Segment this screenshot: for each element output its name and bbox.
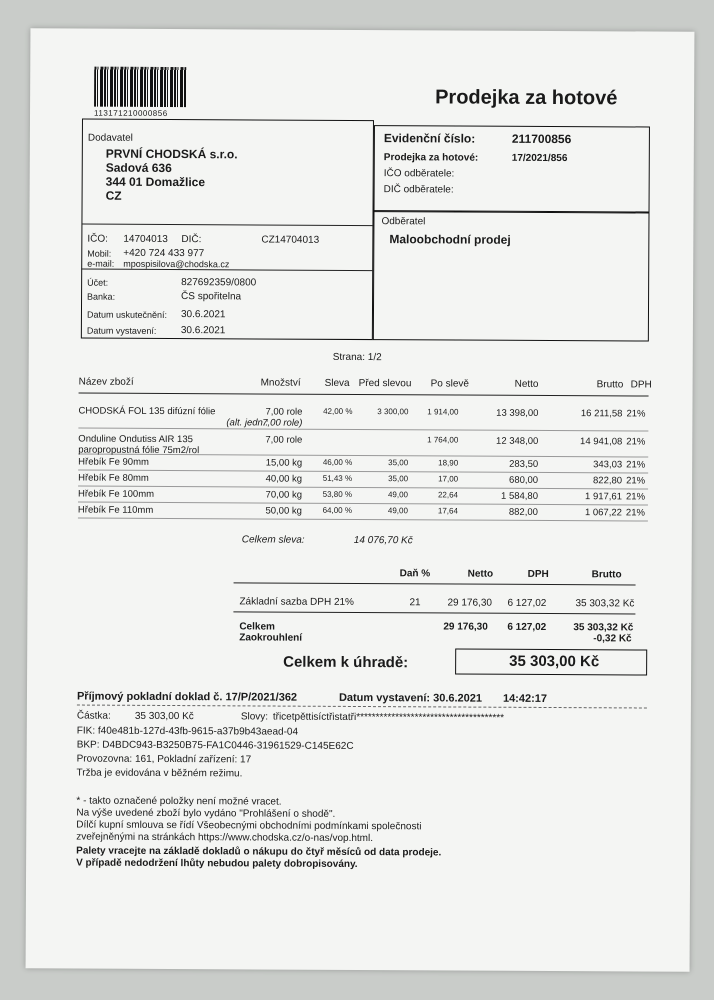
dic-value: CZ14704013 <box>261 234 320 246</box>
banka-label: Banka: <box>87 291 116 302</box>
castka-label: Částka: <box>76 710 111 722</box>
item-pred: 35,00 <box>388 458 409 468</box>
ico-value: 14704013 <box>123 233 168 245</box>
item-netto: 1 584,80 <box>501 490 539 502</box>
page-indicator: Strana: 1/2 <box>332 351 382 364</box>
slovy-value: třicetpěttisíctřistatři************************************** <box>272 711 505 724</box>
prodejka-label: Prodejka za hotové: <box>383 152 479 164</box>
celkem-brutto: 35 303,32 Kč <box>573 622 634 634</box>
supplier-name: PRVNÍ CHODSKÁ s.r.o. <box>105 146 238 162</box>
rezim: Tržba je evidována v běžném režimu. <box>76 767 243 780</box>
item-dph: 21% <box>626 436 646 448</box>
note-1: * - takto označené položky není možné vracet. <box>76 795 282 808</box>
fik: FIK: f40e481b-127d-43fb-9615-a37b9b43aead-04 <box>76 725 299 738</box>
note-6: V případě nedodržení lhůty nebudou palety dobropisovány. <box>76 857 358 870</box>
supplier-label: Dodavatel <box>87 132 133 144</box>
col-nazev: Název zboží <box>78 376 134 388</box>
item-dph: 21% <box>626 459 646 471</box>
email-label: e-mail: <box>87 258 115 269</box>
sum-head-netto: Netto <box>467 568 494 580</box>
castka-value: 35 303,00 Kč <box>134 710 194 723</box>
item-sleva: 42,00 % <box>323 406 353 416</box>
zaokr-label: Zaokrouhlení <box>239 632 303 644</box>
item-po: 18,90 <box>438 458 459 468</box>
item-pred: 3 300,00 <box>377 407 409 417</box>
item-brutto: 14 941,08 <box>580 436 623 448</box>
col-mnozstvi: Množství <box>260 377 301 389</box>
item-dph: 21% <box>625 507 645 519</box>
item-brutto: 1 917,61 <box>585 491 623 503</box>
odberatel-label: Odběratel <box>381 216 426 228</box>
evid-label: Evidenční číslo: <box>383 131 476 146</box>
mobil-value: +420 724 433 977 <box>123 247 205 260</box>
k-uhrade-value: 35 303,00 Kč <box>509 652 600 671</box>
item-netto: 283,50 <box>509 458 539 470</box>
item-sleva: 51,43 % <box>322 473 353 483</box>
item-name: Onduline Ondutiss AIR 135 <box>78 433 193 446</box>
datum-vyst-value: 30.6.2021 <box>180 325 226 337</box>
ico-odb-label: IČO odběratele: <box>383 168 455 180</box>
item-pred: 49,00 <box>387 506 408 516</box>
datum-usk-value: 30.6.2021 <box>180 309 226 321</box>
odberatel-value: Maloobchodní prodej <box>389 232 511 247</box>
ucet-value: 827692359/0800 <box>181 277 257 289</box>
item-qty: 15,00 kg <box>265 457 303 469</box>
sum-head-brutto: Brutto <box>591 569 622 581</box>
prodejka-value: 17/2021/856 <box>511 152 568 165</box>
item-name: (alt. jedn.: <box>226 417 269 429</box>
receipt-paper <box>26 28 695 971</box>
supplier-city: 344 01 Domažlice <box>105 174 206 190</box>
note-3: Dílčí kupní smlouva se řídí Všeobecnými obchodními podmínkami společnosti <box>76 819 422 833</box>
col-sleva: Sleva <box>324 377 350 389</box>
item-name: Hřebík Fe 100mm <box>77 488 155 500</box>
item-po: 22,64 <box>437 490 459 500</box>
zaklad-label: Základní sazba DPH 21% <box>239 596 355 608</box>
receipt-datum: Datum vystavení: 30.6.2021 <box>338 691 483 705</box>
ucet-label: Účet: <box>87 277 109 288</box>
celkem-dph: 6 127,02 <box>507 621 547 633</box>
dic-label: DIČ: <box>181 234 202 246</box>
sum-head-dph: DPH <box>527 568 549 580</box>
item-netto: 882,00 <box>508 506 538 518</box>
item-pred: 35,00 <box>388 474 409 484</box>
col-netto: Netto <box>514 378 539 390</box>
item-po: 1 764,00 <box>427 435 459 445</box>
item-brutto: 16 211,58 <box>580 408 623 420</box>
barcode <box>94 67 186 107</box>
bkp: BKP: D4BDC943-B3250B75-FA1C0446-31961529-C145E62C <box>76 739 354 752</box>
item-dph: 21% <box>625 491 646 503</box>
provozovna: Provozovna: 161, Pokladní zařízení: 17 <box>76 753 252 766</box>
item-name: Hřebík Fe 110mm <box>77 504 154 516</box>
zaklad-dph: 6 127,02 <box>507 597 547 609</box>
item-name: CHODSKÁ FOL 135 difúzní fólie <box>78 405 216 418</box>
col-brutto: Brutto <box>596 379 624 391</box>
celkem-netto: 29 176,30 <box>443 621 488 633</box>
item-qty: 7,00 role <box>265 434 303 446</box>
col-dph: DPH <box>630 379 652 391</box>
supplier-country: CZ <box>105 188 122 203</box>
item-brutto: 1 067,22 <box>584 507 622 519</box>
banka-value: ČS spořitelna <box>181 291 242 303</box>
item-po: 17,64 <box>437 506 458 516</box>
item-po: 17,00 <box>438 474 459 484</box>
mobil-label: Mobil: <box>87 248 112 259</box>
item-netto: 680,00 <box>509 474 539 486</box>
celkem-sleva-label: Celkem sleva: <box>241 534 305 546</box>
receipt-time: 14:42:17 <box>502 692 548 705</box>
celkem-label: Celkem <box>239 621 275 633</box>
slovy-label: Slovy: <box>240 711 269 723</box>
item-sleva: 53,80 % <box>322 489 353 499</box>
col-po: Po slevě <box>430 378 469 390</box>
item-po: 1 914,00 <box>427 407 459 417</box>
item-qty: 7,00 role <box>265 406 303 418</box>
document-title: Prodejka za hotové <box>435 86 618 110</box>
datum-vyst-label: Datum vystavení: <box>86 325 157 336</box>
ico-label: IČO: <box>87 233 108 245</box>
zaokr-value: -0,32 Kč <box>593 633 632 645</box>
item-dph: 21% <box>626 475 646 487</box>
item-netto: 13 398,00 <box>496 407 539 419</box>
item-qty: 40,00 kg <box>265 473 303 485</box>
odberatel-box <box>373 210 650 341</box>
zaklad-dan: 21 <box>409 597 421 609</box>
zaklad-netto: 29 176,30 <box>447 597 492 609</box>
sum-head-dan: Daň % <box>399 568 431 580</box>
email-value: mpospisilova@chodska.cz <box>123 258 230 270</box>
item-brutto: 343,03 <box>593 459 623 471</box>
barcode-number: 113171210000856 <box>93 108 168 118</box>
item-dph: 21% <box>626 408 646 420</box>
item-name: paropropustná fólie 75m2/rol <box>78 444 200 457</box>
item-qty: 50,00 kg <box>265 505 302 517</box>
col-pred: Před slevou <box>358 377 412 390</box>
dic-odb-label: DIČ odběratele: <box>383 184 454 196</box>
zaklad-brutto: 35 303,32 Kč <box>575 598 635 610</box>
item-qty: 70,00 kg <box>265 489 303 501</box>
note-5: Palety vracejte na základě dokladů o nákupu do čtyř měsíců od data prodeje. <box>76 845 442 859</box>
note-2: Na výše uvedené zboží bylo vydáno "Prohlášení o shodě". <box>76 807 336 820</box>
item-qty: 7,00 role) <box>262 417 303 429</box>
item-brutto: 822,80 <box>593 475 623 487</box>
supplier-street: Sadová 636 <box>105 160 172 176</box>
item-name: Hřebík Fe 80mm <box>78 472 149 484</box>
celkem-sleva-value: 14 076,70 Kč <box>353 534 413 547</box>
item-pred: 49,00 <box>387 490 409 500</box>
evid-value: 211700856 <box>511 131 572 147</box>
item-netto: 12 348,00 <box>496 435 539 447</box>
item-sleva: 64,00 % <box>322 505 352 515</box>
item-row-rule <box>78 518 648 522</box>
item-name: Hřebík Fe 90mm <box>78 456 149 468</box>
datum-usk-label: Datum uskutečnění: <box>86 309 168 320</box>
item-sleva: 46,00 % <box>322 457 353 467</box>
k-uhrade-label: Celkem k úhradě: <box>283 653 409 672</box>
receipt-title: Příjmový pokladní doklad č. 17/P/2021/362 <box>76 690 298 704</box>
note-4: zveřejněnými na stránkách https://www.chodska.cz/o-nas/vop.html. <box>76 831 374 845</box>
